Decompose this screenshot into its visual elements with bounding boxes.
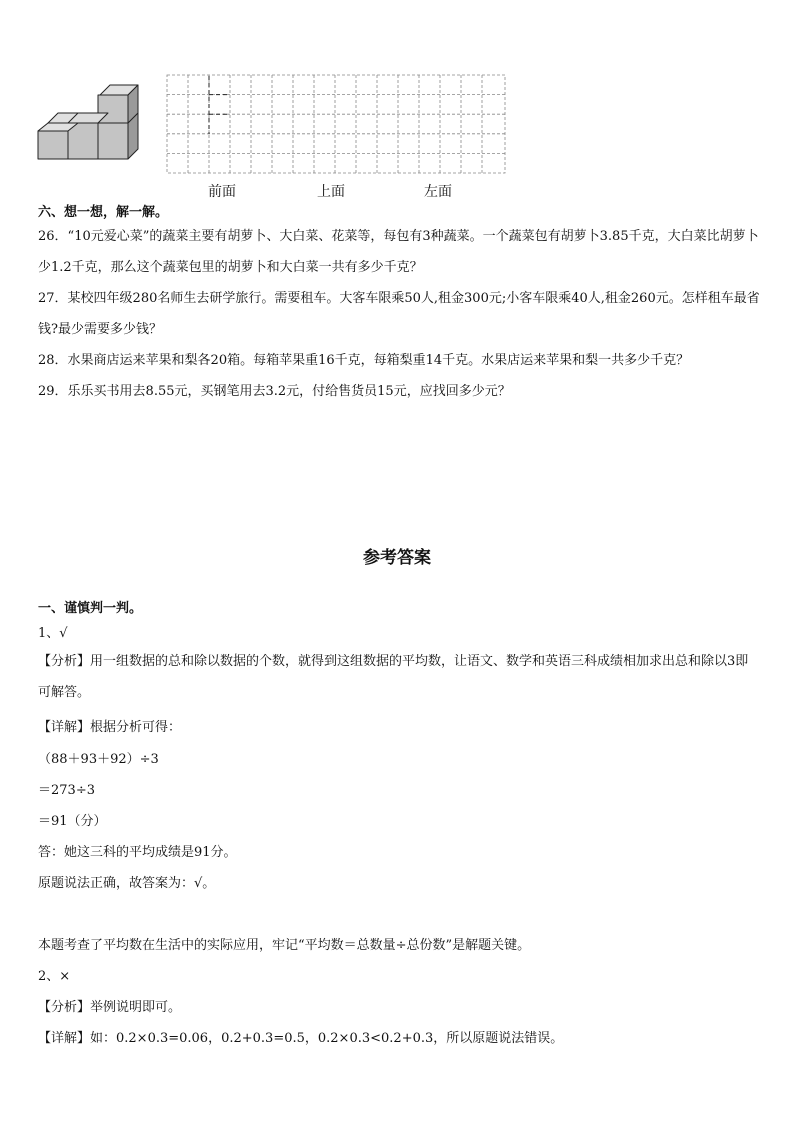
- drawing-grid: [166, 74, 508, 176]
- answer-2-detail: 【详解】如：0.2×0.3=0.06，0.2+0.3=0.5，0.2×0.3<0.2+0.3，所以原题说法错误。: [38, 1031, 564, 1046]
- answer-2-label: 2、×: [38, 969, 71, 984]
- question-27: 27．某校四年级280名师生去研学旅行。需要租车。大客车限乘50人,租金300元;小客车限乘40人,租金260元。怎样租车最省钱?最少需要多少钱？: [38, 291, 760, 337]
- question-26: 26．“10元爱心菜”的蔬菜主要有胡萝卜、大白菜、花菜等，每包有3种蔬菜。一个蔬菜包有胡萝卜3.85千克，大白菜比胡萝卜少1.2千克，那么这个蔬菜包里的胡萝卜和大白菜一共有多少千克？: [38, 229, 759, 275]
- answer-1-detail-heading: 【详解】根据分析可得：: [38, 720, 182, 735]
- top-view-label: 上面: [317, 184, 345, 200]
- left-view-label: 左面: [424, 184, 452, 200]
- front-view-label: 前面: [208, 184, 236, 200]
- answer-2-analysis: 【分析】举例说明即可。: [38, 1000, 182, 1015]
- question-28: 28．水果商店运来苹果和梨各20箱。每箱苹果重16千克，每箱梨重14千克。水果店运来苹果和梨一共多少千克？: [38, 353, 690, 368]
- question-29: 29．乐乐买书用去8.55元，买钢笔用去3.2元，付给售货员15元，应找回多少元？: [38, 384, 511, 399]
- answer-1-analysis: 【分析】用一组数据的总和除以数据的个数，就得到这组数据的平均数，让语文、数学和英语三科成绩相加求出总和除以3即可解答。: [38, 654, 749, 700]
- cube-stack-figure: [34, 83, 144, 163]
- answer-1-step-1: （88＋93＋92）÷3: [38, 752, 159, 767]
- answer-1-step-2: ＝273÷3: [38, 783, 95, 798]
- answer-1-note: 本题考查了平均数在生活中的实际应用，牢记“平均数＝总数量÷总份数”是解题关键。: [38, 938, 531, 953]
- answer-1-conclusion: 原题说法正确，故答案为：√。: [38, 876, 216, 891]
- answer-title: 参考答案: [363, 548, 431, 568]
- answers-section1-heading: 一、谨慎判一判。: [38, 601, 143, 616]
- answer-1-step-3: ＝91（分）: [38, 814, 107, 829]
- answer-1-label: 1、√: [38, 626, 68, 641]
- section6-heading: 六、想一想，解一解。: [38, 205, 169, 220]
- answer-1-reply: 答：她这三科的平均成绩是91分。: [38, 845, 237, 860]
